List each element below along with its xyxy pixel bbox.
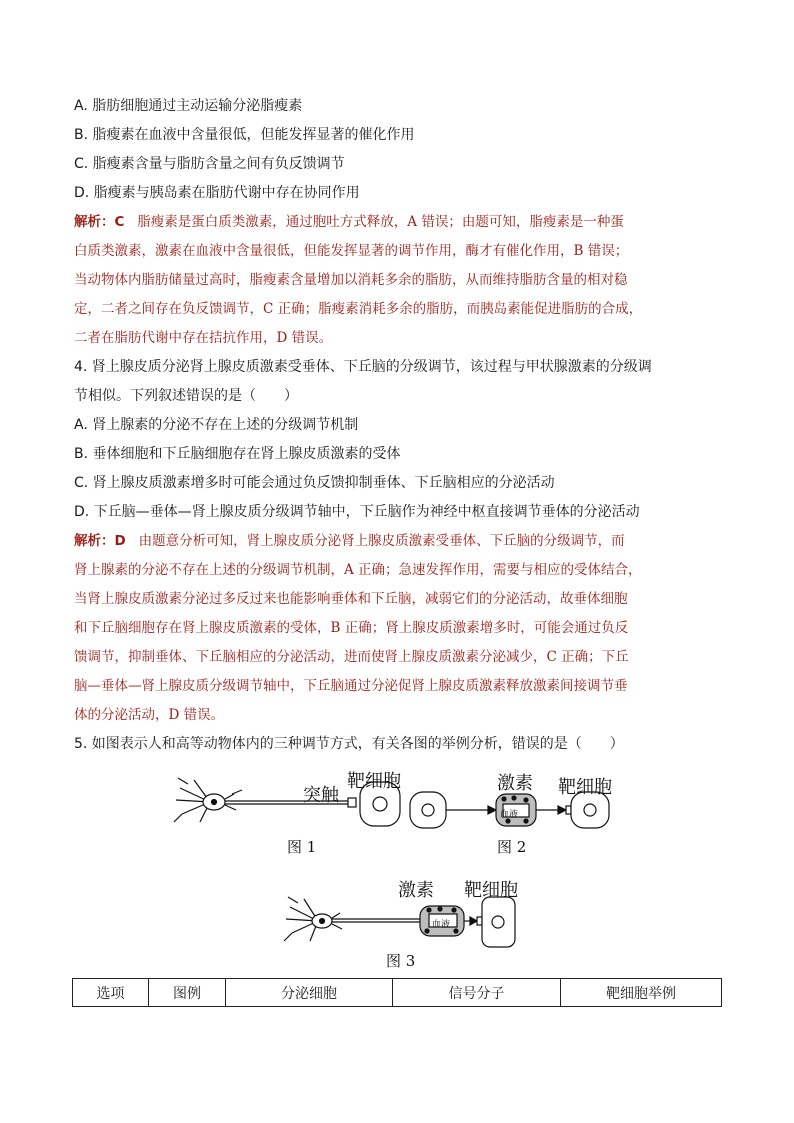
fig1-target-label: 靶细胞 [347,771,401,792]
fig3-target-label: 靶细胞 [464,880,518,901]
q4-analysis-line [74,531,625,551]
q3-analysis-line: 定，二者之间存在负反馈调节，C 正确；脂瘦素消耗多余的脂肪，而胰岛素能促进脂肪的合成， [74,301,643,317]
q4-analysis-line: 体的分泌活动，D 错误。 [74,707,225,723]
q5-stem: 5. 如图表示人和高等动物体内的三种调节方式，有关各图的举例分析，错误的是（ ） [74,736,624,752]
options-table [72,978,722,1007]
table-header-cell: 分泌细胞 [226,979,393,1007]
q3-option-b: B. 脂瘦素在血液中含量很低，但能发挥显著的催化作用 [74,127,415,143]
q3-analysis-line: 白质类激素，激素在血液中含量很低，但能发挥显著的调节作用，酶才有催化作用，B 错误； [74,243,629,259]
table-header-cell: 选项 [73,979,149,1007]
fig2-caption: 图 2 [497,838,527,856]
fig3-blood-label: 血液 [432,920,451,930]
analysis-text: 由题意分析可知，肾上腺皮质分泌肾上腺皮质激素受垂体、下丘脑的分级调节，而 [138,533,625,549]
analysis-text: 脂瘦素是蛋白质类激素，通过胞吐方式释放，A 错误；由题可知，脂瘦素是一种蛋 [137,214,624,230]
q3-analysis-line: 当动物体内脂肪储量过高时，脂瘦素含量增加以消耗多余的脂肪，从而维持脂肪含量的相对稳 [74,272,628,288]
q3-analysis-line [74,212,624,232]
q3-analysis-line: 二者在脂肪代谢中存在拮抗作用，D 错误。 [74,330,333,346]
q4-option-a: A. 肾上腺素的分泌不存在上述的分级调节机制 [74,417,359,433]
fig2-target-label: 靶细胞 [558,777,612,798]
analysis-answer: C [114,214,125,230]
fig3-caption: 图 3 [386,952,416,970]
fig1-synapse-label: 突触 [303,785,339,806]
analysis-label: 解析： [74,533,115,549]
q4-stem: 4. 肾上腺皮质分泌肾上腺皮质激素受垂体、下丘脑的分级调节，该过程与甲状腺激素的分级调 [74,359,652,375]
q3-option-a: A. 脂肪细胞通过主动运输分泌脂瘦素 [74,98,303,114]
table-header-cell: 信号分子 [393,979,561,1007]
q4-analysis-line: 当肾上腺皮质激素分泌过多反过来也能影响垂体和下丘脑，减弱它们的分泌活动，故垂体细胞 [74,591,628,607]
table-header-cell: 图例 [149,979,226,1007]
q4-option-c: C. 肾上腺皮质激素增多时可能会通过负反馈抑制垂体、下丘脑相应的分泌活动 [74,475,555,491]
fig1-caption: 图 1 [287,838,317,856]
q4-analysis-line: 肾上腺素的分泌不存在上述的分级调节机制，A 正确；急速发挥作用，需要与相应的受体结合， [74,562,642,578]
q4-stem: 节相似。下列叙述错误的是（ ） [74,388,298,404]
analysis-label: 解析： [74,214,115,230]
q3-option-c: C. 脂瘦素含量与脂肪含量之间有负反馈调节 [74,156,345,172]
fig2-hormone-label: 激素 [497,773,533,794]
table-header-cell: 靶细胞举例 [561,979,722,1007]
fig3-hormone-label: 激素 [398,880,434,901]
table-header-row [73,979,722,1007]
q4-option-b: B. 垂体细胞和下丘脑细胞存在肾上腺皮质激素的受体 [74,446,401,462]
q4-option-d: D. 下丘脑—垂体—肾上腺皮质分级调节轴中，下丘脑作为神经中枢直接调节垂体的分泌活动 [74,504,640,520]
analysis-answer: D [114,533,126,549]
q4-analysis-line: 馈调节，抑制垂体、下丘脑相应的分泌活动，进而使肾上腺皮质激素分泌减少，C 正确；下丘 [74,649,629,665]
q4-analysis-line: 和下丘脑细胞存在肾上腺皮质激素的受体，B 正确；肾上腺皮质激素增多时，可能会通过负反 [74,620,629,636]
q3-option-d: D. 脂瘦素与胰岛素在脂肪代谢中存在协同作用 [74,185,360,201]
fig2-blood-label: 血液 [500,810,519,820]
q4-analysis-line: 脑—垂体—肾上腺皮质分级调节轴中，下丘脑通过分泌促肾上腺皮质激素释放激素间接调节垂 [74,678,628,694]
